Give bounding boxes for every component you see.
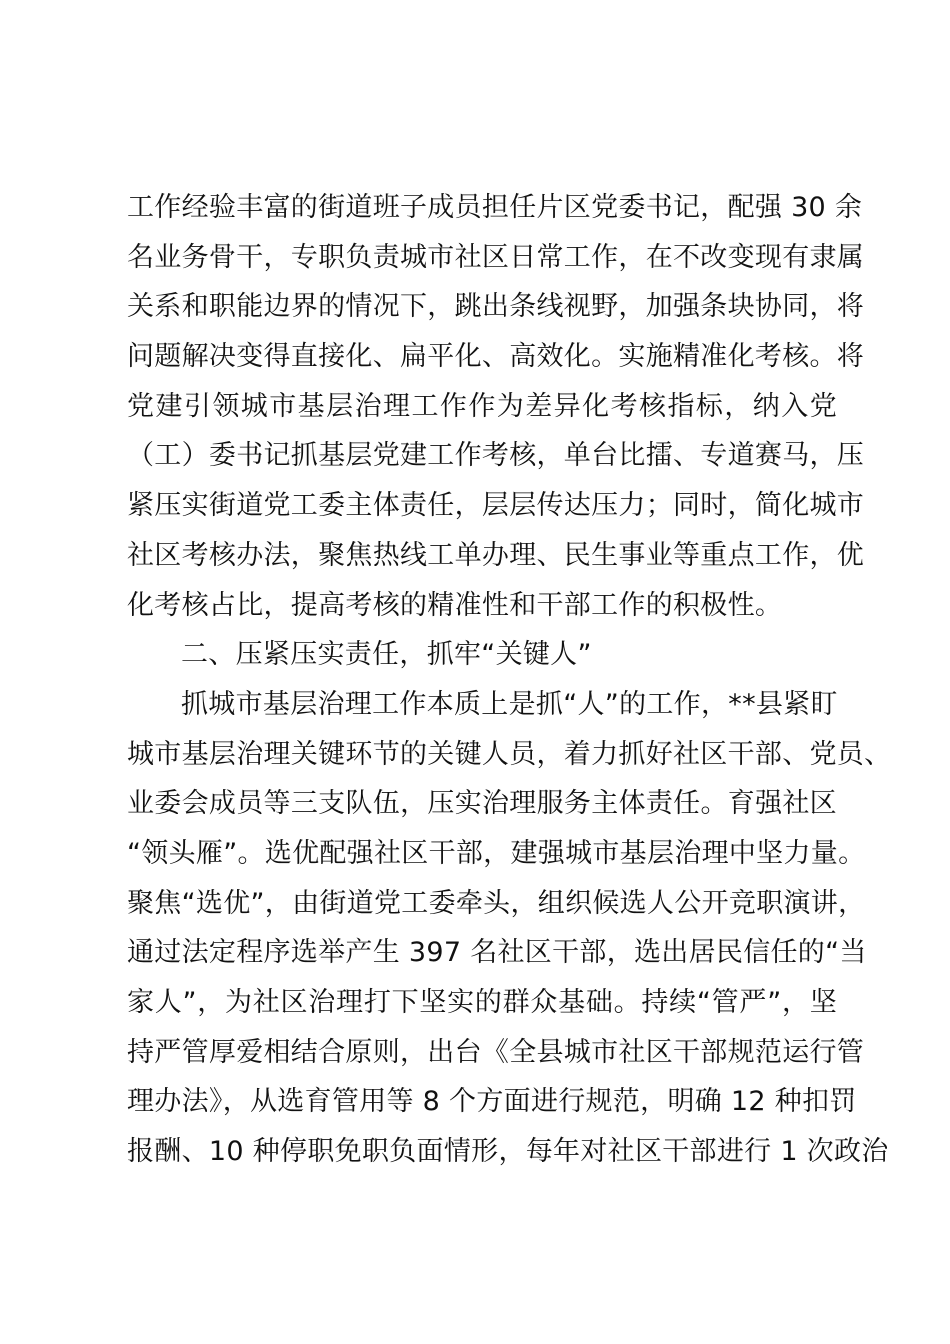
- text-line: 社区考核办法，聚焦热线工单办理、民生事业等重点工作，优: [127, 539, 865, 571]
- text-line: 化考核占比，提高考核的精准性和干部工作的积极性。: [127, 589, 783, 621]
- text-line: 关系和职能边界的情况下，跳出条线视野，加强条块协同，将: [127, 291, 865, 323]
- text-line: “领头雁”。选优配强社区干部，建强城市基层治理中坚力量。: [127, 837, 866, 869]
- text-line: （工）委书记抓基层党建工作考核，单台比擂、专道赛马，压: [127, 440, 865, 472]
- text-line: 工作经验丰富的街道班子成员担任片区党委书记，配强 30 余: [127, 192, 863, 223]
- text-line: 聚焦“选优”，由街道党工委牵头，组织候选人公开竞职演讲，: [127, 887, 866, 919]
- text-line: 报酬、10 种停职免职负面情形，每年对社区干部进行 1 次政治: [127, 1136, 889, 1168]
- section-heading: 二、压紧压实责任，抓牢“关键人”: [181, 639, 592, 671]
- text-line: 家人”，为社区治理打下坚实的群众基础。持续“管严”，坚: [127, 987, 837, 1018]
- body-text: [127, 183, 892, 1177]
- text-line: 问题解决变得直接化、扁平化、高效化。实施精准化考核。将: [127, 341, 865, 373]
- text-line: 通过法定程序选举产生 397 名社区干部，选出居民信任的“当: [127, 937, 867, 969]
- text-line: 城市基层治理关键环节的关键人员，着力抓好社区干部、党员、: [127, 738, 892, 770]
- text-line: 业委会成员等三支队伍，压实治理服务主体责任。育强社区: [127, 788, 837, 820]
- text-line: 党建引领城市基层治理工作作为差异化考核指标，纳入党: [127, 390, 837, 422]
- text-line: 紧压实街道党工委主体责任，层层传达压力；同时，简化城市: [127, 490, 865, 522]
- text-line: 名业务骨干，专职负责城市社区日常工作，在不改变现有隶属: [127, 241, 865, 273]
- text-line: 抓城市基层治理工作本质上是抓“人”的工作，**县紧盯: [181, 688, 838, 720]
- text-line: 持严管厚爱相结合原则，出台《全县城市社区干部规范运行管: [127, 1036, 865, 1068]
- text-line: 理办法》，从选育管用等 8 个方面进行规范，明确 12 种扣罚: [127, 1086, 857, 1118]
